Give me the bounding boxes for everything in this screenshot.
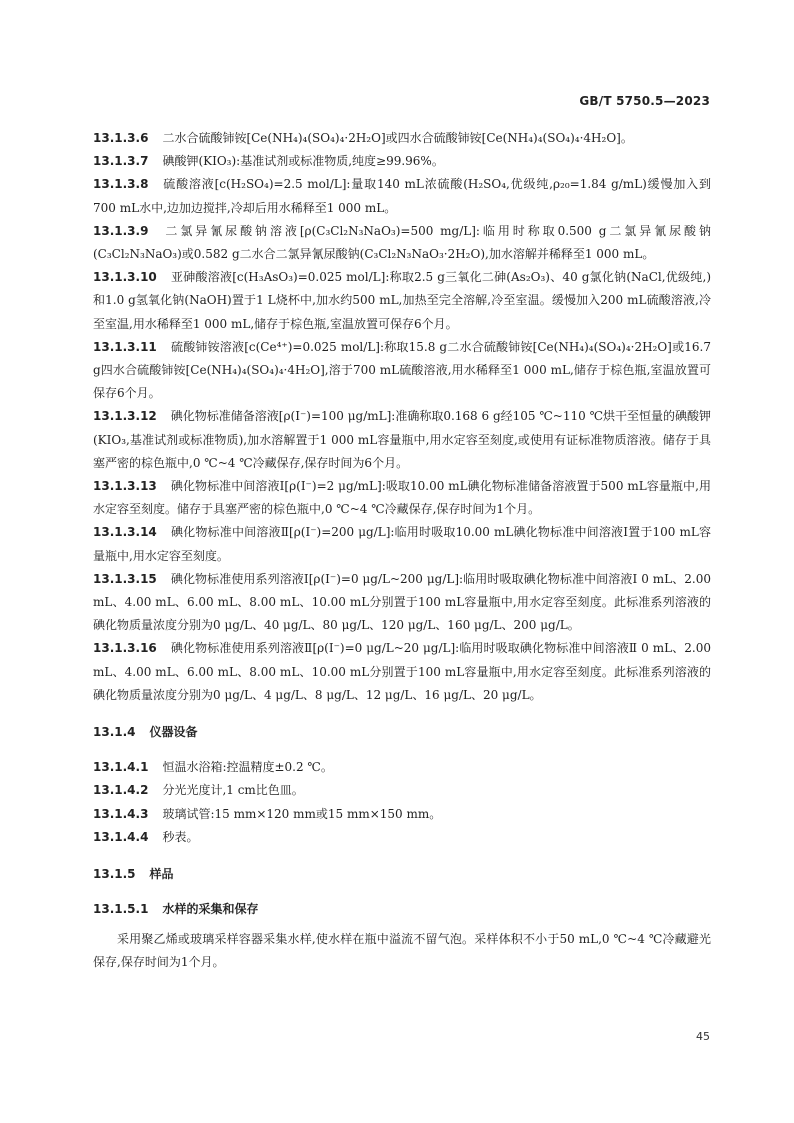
subsection-heading-sample-collection: 13.1.5.1 水样的采集和保存 [93, 902, 259, 917]
clause-13-1-4-4: 13.1.4.4 秒表。 [93, 829, 199, 844]
page-number: 45 [696, 1030, 710, 1043]
clause-13-1-3-11: 13.1.3.11 硫酸铈铵溶液[c(Ce⁴⁺)=0.025 mol/L]:称取15.8 g二水合硫酸铈铵[Ce(NH₄)₄(SO₄)₄·2H₂O]或16.7 g四水合硫酸铈铵[Ce(NH₄)₄(SO₄)₄·4H₂O],溶于700 mL硫酸溶液,用水稀释至1 000 mL,储存于棕色瓶,室温放置可保存6个月。 [93, 339, 711, 401]
clause-13-1-3-15: 13.1.3.15 碘化物标准使用系列溶液Ⅰ[ρ(I⁻)=0 μg/L~200 μg/L]:临用时吸取碘化物标准中间溶液Ⅰ 0 mL、2.00 mL、4.00 mL、6.00 mL、8.00 mL、10.00 mL分别置于100 mL容量瓶中,用水定容至刻度。此标准系列溶液的碘化物质量浓度分别为0 μg/L、40 μg/L、80 μg/L、120 μg/L、160 μg/L、200 μg/L。 [93, 571, 711, 633]
section-heading-instruments: 13.1.4 仪器设备 [93, 725, 198, 740]
clause-13-1-3-7: 13.1.3.7 碘酸钾(KIO₃):基准试剂或标准物质,纯度≥99.96%。 [93, 154, 444, 169]
clause-13-1-3-9: 13.1.3.9 二氯异氰尿酸钠溶液[ρ(C₃Cl₂N₃NaO₃)=500 mg/L]:临用时称取0.500 g二氯异氰尿酸钠(C₃Cl₂N₃NaO₃)或0.582 g二水合二氯异氰尿酸钠(C₃Cl₂N₃NaO₃·2H₂O),加水溶解并稀释至1 000 mL。 [93, 223, 711, 262]
clause-13-1-4-1: 13.1.4.1 恒温水浴箱:控温精度±0.2 ℃。 [93, 760, 333, 775]
clause-13-1-4-2: 13.1.4.2 分光光度计,1 cm比色皿。 [93, 783, 304, 798]
sample-collection-text: 采用聚乙烯或玻璃采样容器采集水样,使水样在瓶中溢流不留气泡。采样体积不小于50 mL,0 ℃~4 ℃冷藏避光保存,保存时间为1个月。 [93, 931, 711, 969]
document-body [93, 127, 711, 974]
clause-13-1-3-12: 13.1.3.12 碘化物标准储备溶液[ρ(I⁻)=100 μg/mL]:准确称取0.168 6 g经105 ℃~110 ℃烘干至恒量的碘酸钾(KIO₃,基准试剂或标准物质),加水溶解置于1 000 mL容量瓶中,用水定容至刻度,或使用有证标准物质溶液。储存于具塞严密的棕色瓶中,0 ℃~4 ℃冷藏保存,保存时间为6个月。 [93, 409, 711, 470]
clause-13-1-3-10: 13.1.3.10 亚砷酸溶液[c(H₃AsO₃)=0.025 mol/L]:称取2.5 g三氧化二砷(As₂O₃)、40 g氯化钠(NaCl,优级纯,)和1.0 g氢氧化钠(NaOH)置于1 L烧杯中,加水约500 mL,加热至完全溶解,冷至室温。缓慢加入200 mL硫酸溶液,冷至室温,用水稀释至1 000 mL,储存于棕色瓶,室温放置可保存6个月。 [93, 270, 711, 331]
clause-13-1-3-13: 13.1.3.13 碘化物标准中间溶液Ⅰ[ρ(I⁻)=2 μg/mL]:吸取10.00 mL碘化物标准储备溶液置于500 mL容量瓶中,用水定容至刻度。储存于具塞严密的棕色瓶中,0 ℃~4 ℃冷藏保存,保存时间为1个月。 [93, 479, 711, 517]
standard-number: GB/T 5750.5—2023 [579, 94, 710, 108]
clause-13-1-4-3: 13.1.4.3 玻璃试管:15 mm×120 mm或15 mm×150 mm。 [93, 806, 442, 821]
clause-13-1-3-6: 13.1.3.6 二水合硫酸铈铵[Ce(NH₄)₄(SO₄)₄·2H₂O]或四水合硫酸铈铵[Ce(NH₄)₄(SO₄)₄·4H₂O]。 [93, 131, 633, 145]
clause-13-1-3-14: 13.1.3.14 碘化物标准中间溶液Ⅱ[ρ(I⁻)=200 μg/L]:临用时吸取10.00 mL碘化物标准中间溶液Ⅰ置于100 mL容量瓶中,用水定容至刻度。 [93, 525, 711, 563]
clause-13-1-3-8: 13.1.3.8 硫酸溶液[c(H₂SO₄)=2.5 mol/L]:量取140 mL浓硫酸(H₂SO₄,优级纯,ρ₂₀=1.84 g/mL)缓慢加入到700 mL水中,边加边搅拌,冷却后用水稀释至1 000 mL。 [93, 177, 711, 215]
section-heading-samples: 13.1.5 样品 [93, 867, 174, 882]
clause-13-1-3-16: 13.1.3.16 碘化物标准使用系列溶液Ⅱ[ρ(I⁻)=0 μg/L~20 μg/L]:临用时吸取碘化物标准中间溶液Ⅱ 0 mL、2.00 mL、4.00 mL、6.00 mL、8.00 mL、10.00 mL分别置于100 mL容量瓶中,用水定容至刻度。此标准系列溶液的碘化物质量浓度分别为0 μg/L、4 μg/L、8 μg/L、12 μg/L、16 μg/L、20 μg/L。 [93, 641, 711, 702]
